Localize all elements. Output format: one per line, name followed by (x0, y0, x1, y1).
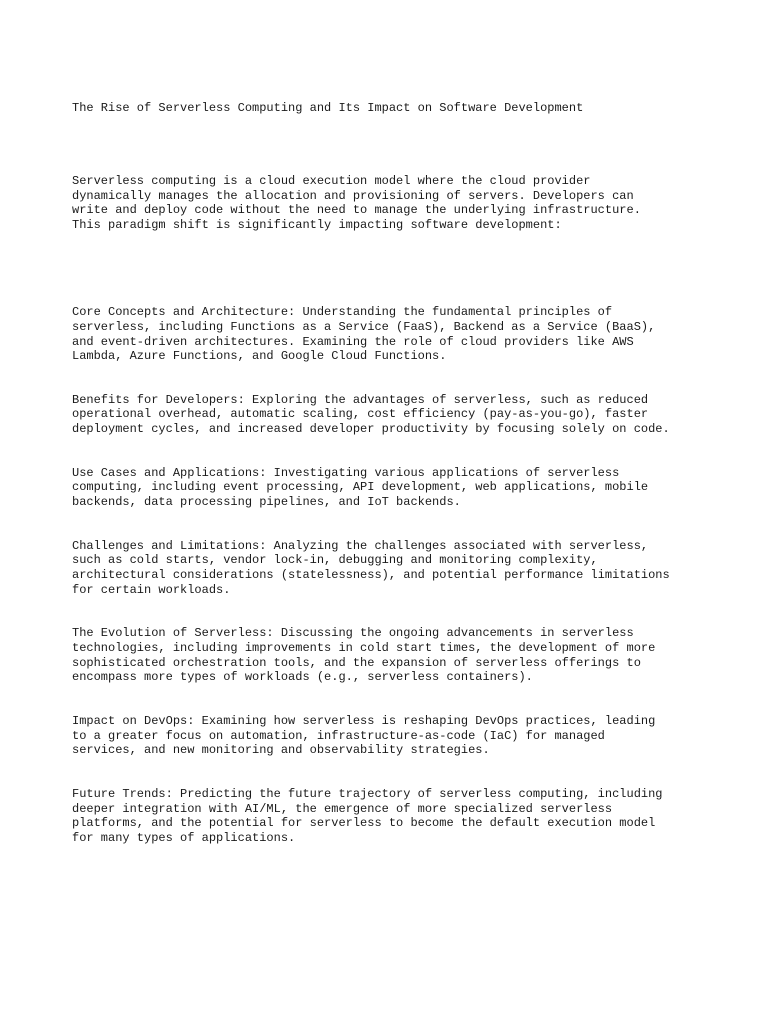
topic-future-trends: Future Trends: Predicting the future trajectory of serverless computing, including deeper integration with AI/ML, the emergence of more specialized serverless platforms, and the potential for serverless to become the default execution model for many types of applications. (72, 786, 663, 845)
document-body (72, 72, 712, 904)
topic-evolution: The Evolution of Serverless: Discussing the ongoing advancements in serverless technologies, including improvements in cold start times, the development of more sophisticated orchestration tools, and the expansion of serverless offerings to encompass more types of workloads (e.g., serverless containers). (72, 626, 656, 685)
intro-paragraph: Serverless computing is a cloud execution model where the cloud provider dynamically manages the allocation and provisioning of servers. Developers can write and deploy code without the need to manage the underlying infrastructure. This paradigm shift is significantly impacting software development: (72, 173, 641, 232)
topic-use-cases: Use Cases and Applications: Investigating various applications of serverless computing, including event processing, API development, web applications, mobile backends, data processing pipelines, and IoT backends. (72, 465, 649, 510)
topic-core-concepts: Core Concepts and Architecture: Understanding the fundamental principles of serverless, including Functions as a Service (FaaS), Backend as a Service (BaaS), and event-driven architectures. Examining the role of cloud providers like AWS Lambda, Azure Functions, and Google Cloud Functions. (72, 305, 656, 364)
topic-devops: Impact on DevOps: Examining how serverless is reshaping DevOps practices, leading to a greater focus on automation, infrastructure-as-code (IaC) for managed services, and new monitoring and observability strategies. (72, 713, 656, 758)
topic-list (72, 276, 712, 874)
topic-benefits: Benefits for Developers: Exploring the advantages of serverless, such as reduced operational overhead, automatic scaling, cost efficiency (pay-as-you-go), faster deployment cycles, and increased developer productivity by focusing solely on code. (72, 392, 670, 437)
document-title: The Rise of Serverless Computing and Its Impact on Software Development (72, 101, 584, 116)
topic-challenges: Challenges and Limitations: Analyzing the challenges associated with serverless, such as cold starts, vendor lock-in, debugging and monitoring complexity, architectural considerations (statelessness), and potential performance limitations for certain workloads. (72, 538, 670, 597)
